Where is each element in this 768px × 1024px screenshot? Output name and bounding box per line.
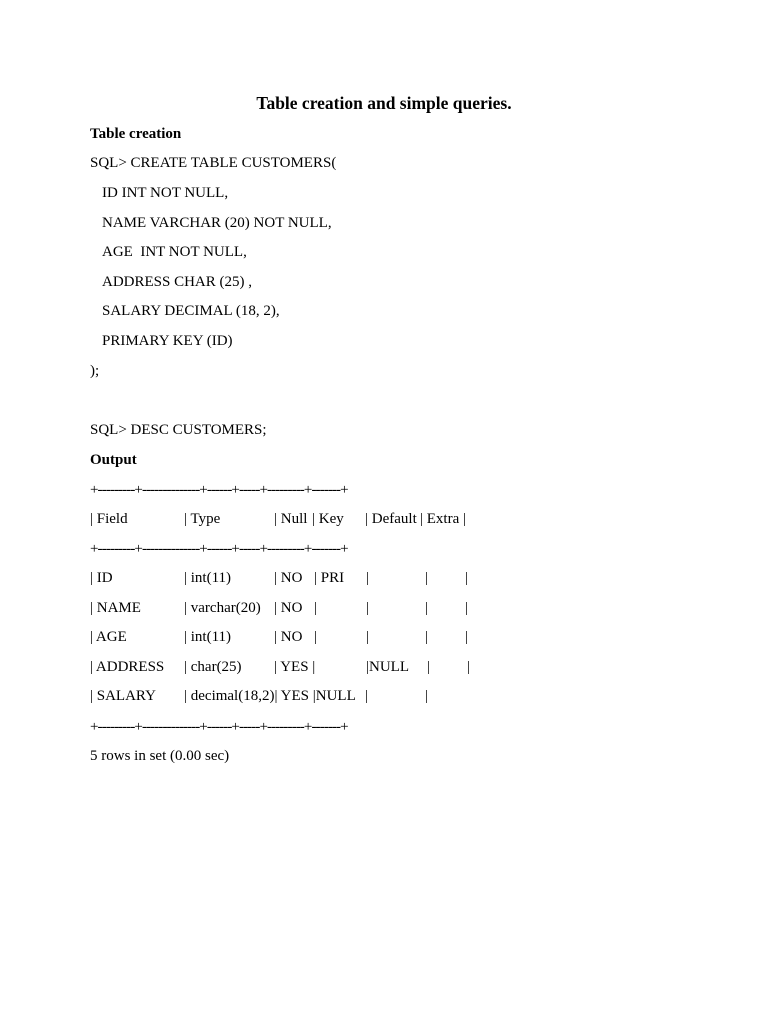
cell-end: |	[467, 659, 471, 675]
desc-statement: SQL> DESC CUSTOMERS;	[90, 422, 267, 438]
cell-key: |	[314, 600, 318, 616]
column-def-address: ADDRESS CHAR (25) ,	[102, 274, 253, 290]
cell-field: | ID	[90, 570, 113, 586]
cell-default: |	[366, 629, 370, 645]
section-heading-output: Output	[90, 452, 137, 468]
header-null: | Null	[274, 511, 308, 527]
cell-extra: |	[425, 688, 429, 704]
page-title: Table creation and simple queries.	[256, 93, 512, 113]
cell-default: |	[366, 570, 370, 586]
header-extra: | Extra |	[420, 511, 466, 527]
cell-end: |	[465, 570, 469, 586]
cell-null: | NO	[274, 570, 303, 586]
cell-type: | char(25)	[184, 659, 242, 675]
create-table-close: );	[90, 363, 100, 379]
cell-end: |	[465, 600, 469, 616]
cell-null: | YES |	[274, 659, 316, 675]
cell-field: | NAME	[90, 600, 141, 616]
cell-extra: |	[425, 629, 429, 645]
cell-null: | NO	[274, 629, 303, 645]
cell-key: | PRI	[314, 570, 345, 586]
cell-key: |	[314, 629, 318, 645]
table-border-bottom: +---------+--------------+------+-----+---------+-------+	[90, 719, 348, 735]
header-default: | Default	[365, 511, 417, 527]
header-key: | Key	[312, 511, 344, 527]
cell-type: | varchar(20)	[184, 600, 261, 616]
table-border-top: +---------+--------------+------+-----+---------+-------+	[90, 482, 348, 498]
column-def-salary: SALARY DECIMAL (18, 2),	[102, 303, 280, 319]
column-def-name: NAME VARCHAR (20) NOT NULL,	[102, 215, 332, 231]
cell-extra: |	[425, 600, 429, 616]
cell-null: | NO	[274, 600, 303, 616]
table-header-row	[0, 510, 768, 528]
table-border-header: +---------+--------------+------+-----+---------+-------+	[90, 541, 348, 557]
cell-field: | ADDRESS	[90, 659, 165, 675]
column-def-age: AGE INT NOT NULL,	[102, 244, 247, 260]
table-row	[0, 658, 768, 676]
table-row	[0, 569, 768, 587]
cell-field: | SALARY	[90, 688, 156, 704]
table-row	[0, 628, 768, 646]
cell-extra: |	[425, 570, 429, 586]
rows-in-set-note: 5 rows in set (0.00 sec)	[90, 748, 230, 764]
header-type: | Type	[184, 511, 221, 527]
cell-field: | AGE	[90, 629, 127, 645]
column-def-primary-key: PRIMARY KEY (ID)	[102, 333, 233, 349]
cell-default: |NULL	[366, 659, 409, 675]
section-heading-table-creation: Table creation	[90, 126, 182, 142]
create-table-open: SQL> CREATE TABLE CUSTOMERS(	[90, 155, 337, 171]
cell-end: |	[465, 629, 469, 645]
cell-type: | int(11)	[184, 570, 232, 586]
cell-type-null-default: | decimal(18,2)| YES |NULL	[184, 688, 356, 704]
table-row	[0, 687, 768, 705]
column-def-id: ID INT NOT NULL,	[102, 185, 229, 201]
cell-type: | int(11)	[184, 629, 232, 645]
table-row	[0, 599, 768, 617]
cell-default: |	[366, 600, 370, 616]
cell-extra: |	[427, 659, 431, 675]
cell-default-end: |	[365, 688, 369, 704]
header-field: | Field	[90, 511, 128, 527]
